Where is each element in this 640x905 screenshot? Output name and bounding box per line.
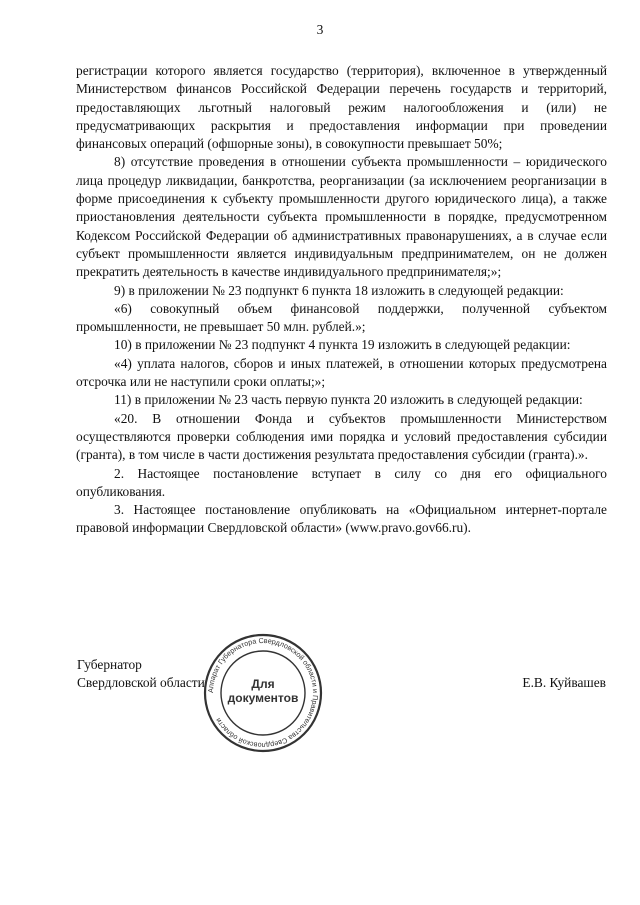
- paragraph-item-8: 8) отсутствие проведения в отношении субъекта промышленности – юридического лица процедур ликвидации, банкротства, реорганизации (за исключением реорганизации в форме присоединения к субъекту промышленности другого юридического лица), а также приостановления деятельности субъекта промышленности в порядке, предусмотренном Кодексом Российской Федерации об административных правонарушениях, а в случае если субъект промышленности является индивидуальным предпринимателем, он не должен прекратить деятельность в качестве индивидуального предпринимателя;»;: [76, 154, 607, 280]
- seal-center-line1: Для: [251, 677, 275, 691]
- signatory-name: Е.В. Куйвашев: [522, 675, 606, 690]
- seal-center-line2: документов: [227, 691, 299, 705]
- paragraph-clause-3: 3. Настоящее постановление опубликовать на «Официальном интернет-портале правовой информации Свердловской области» (www.pravo.gov66.ru).: [76, 502, 607, 536]
- official-seal: [202, 632, 324, 754]
- signatory-title-line2: Свердловской области: [77, 675, 205, 691]
- signatory-title: [77, 656, 205, 693]
- paragraph-clause-2: 2. Настоящее постановление вступает в силу со дня его официального опубликования.: [76, 465, 607, 499]
- paragraph-item-10: 10) в приложении № 23 подпункт 4 пункта 19 изложить в следующей редакции:: [114, 337, 571, 353]
- paragraph-item-10-quote: «4) уплата налогов, сборов и иных платежей, в отношении которых предусмотрена отсрочка или не наступили сроки оплаты;»;: [76, 355, 607, 390]
- paragraph-item-11: 11) в приложении № 23 часть первую пункта 20 изложить в следующей редакции:: [114, 392, 583, 408]
- decree-body: [76, 62, 607, 538]
- paragraph-offshore-continuation: регистрации которого является государство (территория), включенное в утвержденный Министерством финансов Российской Федерации перечень государств и территорий, предоставляющих льготный налоговый режим налогообложения и (или) не предусматривающих раскрытия и предоставления информации при проведении финансовых операций (офшорные зоны), в совокупности превышает 50%;: [76, 63, 607, 152]
- paragraph-item-11-quote: «20. В отношении Фонда и субъектов промышленности Министерством осуществляются проверки соблюдения ими порядка и условий предоставления субсидии (гранта), в том числе в части достижения результата предоставления субсидии (гранта).».: [76, 410, 607, 463]
- paragraph-item-9-quote: «6) совокупный объем финансовой поддержки, полученной субъектом промышленности, не превышает 50 млн. рублей.»;: [76, 300, 607, 335]
- seal-ring-text: Аппарат Губернатора Свердловской области и Правительства Свердловской области: [205, 635, 321, 751]
- paragraph-item-9: 9) в приложении № 23 подпункт 6 пункта 18 изложить в следующей редакции:: [114, 282, 564, 298]
- page-number: 3: [316, 22, 324, 37]
- signatory-title-line1: Губернатор: [77, 657, 142, 672]
